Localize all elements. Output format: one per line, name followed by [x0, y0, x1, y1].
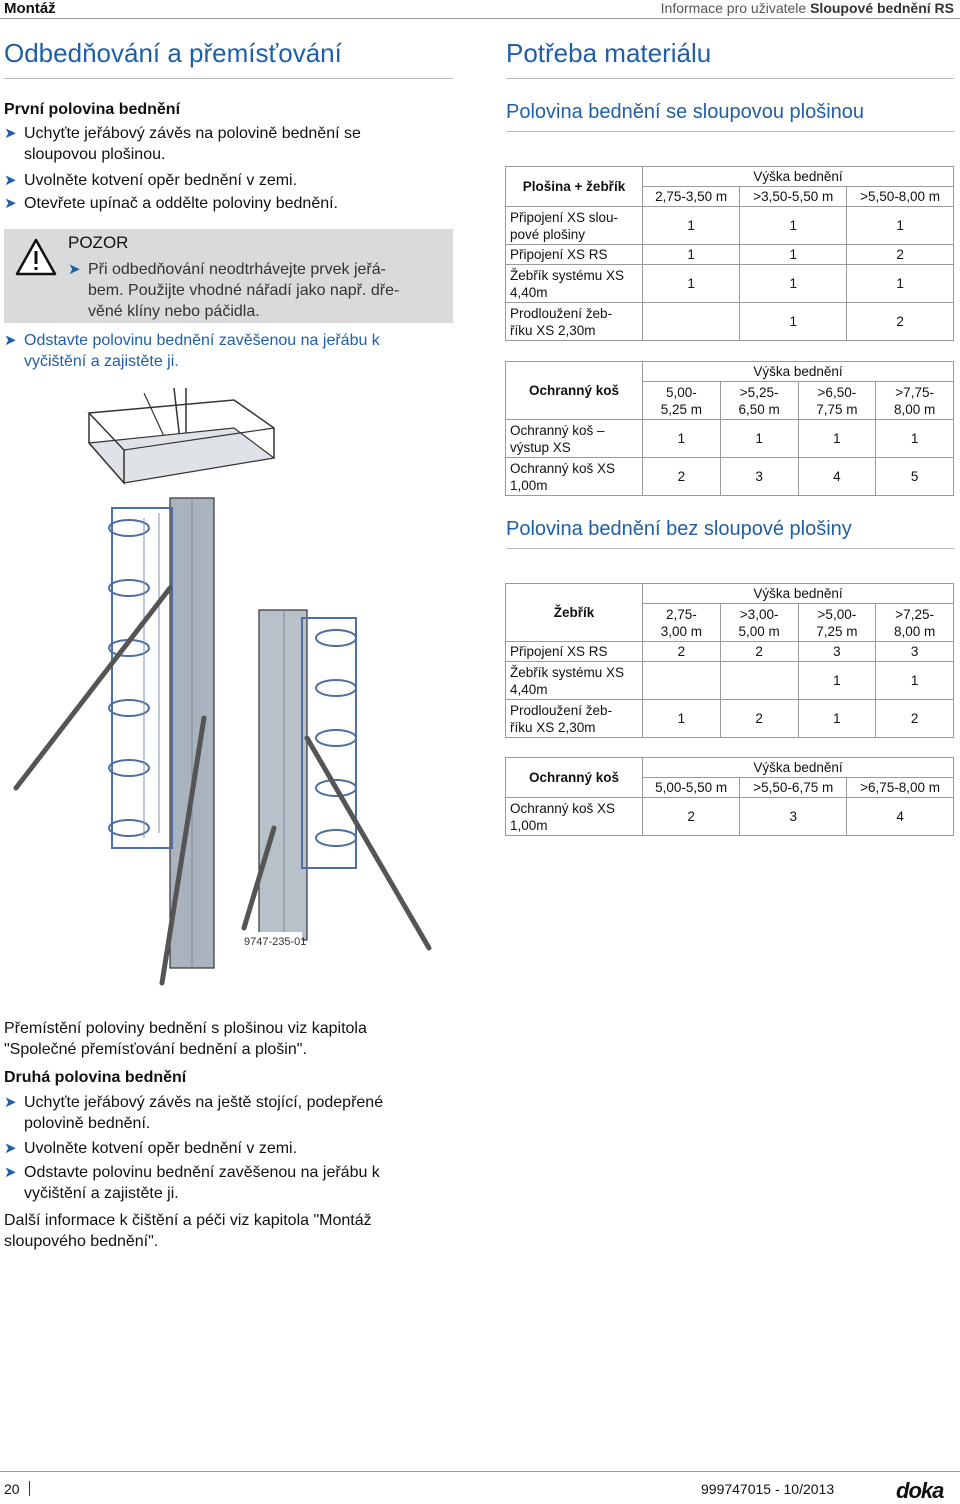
arrow-icon: ➤: [68, 261, 81, 278]
row-label: Připojení XS RS: [506, 642, 643, 662]
first-half-step-4: ➤ Odstavte polovinu bednění zavěšenou na jeřábu k vyčištění a zajistěte ji.: [4, 332, 380, 370]
arrow-icon: ➤: [4, 125, 17, 142]
arrow-icon: ➤: [4, 1140, 17, 1157]
subheading-rule-1: [506, 131, 954, 132]
closing-note: Další informace k čištění a péči viz kapitola "Montáž sloupového bednění".: [4, 1212, 372, 1250]
table-row: [506, 458, 954, 496]
arrow-icon: ➤: [4, 332, 17, 349]
warning-text: ➤ Při odbedňování neodtrhávejte prvek jeřá- bem. Použijte vhodné nářadí jako např. dře- věné klíny nebo páčidla.: [68, 261, 400, 320]
second-half-heading: Druhá polovina bednění: [4, 1069, 187, 1086]
header-divider: [0, 18, 960, 19]
arrow-icon: ➤: [4, 1094, 17, 1111]
column-header: >6,75-8,00 m: [847, 778, 954, 798]
table-corner: Ochranný koš: [506, 758, 643, 798]
first-half-heading: První polovina bednění: [4, 101, 181, 118]
column-header: >3,50-5,50 m: [740, 187, 847, 207]
table-cell: 4: [847, 798, 954, 836]
second-half-step-2: ➤ Uvolněte kotvení opěr bednění v zemi.: [4, 1140, 298, 1157]
table-ladder-no-platform: [505, 583, 954, 738]
column-header: 5,00-5,50 m: [643, 778, 740, 798]
column-header: >5,50-6,75 m: [740, 778, 847, 798]
table-cell: 2: [643, 642, 721, 662]
first-half-step-1: ➤ Uchyťte jeřábový závěs na polovině bednění se sloupovou plošinou.: [4, 125, 361, 163]
second-half-step-3: ➤ Odstavte polovinu bednění zavěšenou na jeřábu k vyčištění a zajistěte ji.: [4, 1164, 380, 1202]
row-label: Připojení XS slou- pové plošiny: [506, 207, 643, 245]
row-label: Prodloužení žeb- říku XS 2,30m: [506, 700, 643, 738]
table-row: [506, 245, 954, 265]
table-cell: [720, 662, 798, 700]
column-header: >5,25- 6,50 m: [720, 382, 798, 420]
first-half-step-2: ➤ Uvolněte kotvení opěr bednění v zemi.: [4, 172, 298, 189]
table-cell: 1: [798, 420, 876, 458]
table-row: [506, 642, 954, 662]
table-row: [506, 420, 954, 458]
column-header: 2,75-3,50 m: [643, 187, 740, 207]
warning-box: [4, 229, 453, 323]
table-cell: 1: [798, 662, 876, 700]
table-cell: [643, 303, 740, 341]
document-number: 999747015 - 10/2013: [701, 1481, 835, 1497]
title-rule-right: [506, 78, 954, 79]
table-group-header: Výška bednění: [643, 758, 954, 778]
row-label: Žebřík systému XS 4,40m: [506, 662, 643, 700]
arrow-icon: ➤: [4, 195, 17, 212]
table-row: [506, 265, 954, 303]
table-cell: 5: [876, 458, 954, 496]
table-row: [506, 662, 954, 700]
arrow-icon: ➤: [4, 1164, 17, 1181]
note-platform-moving: Přemístění poloviny bednění s plošinou viz kapitola "Společné přemísťování bednění a plošin".: [4, 1020, 367, 1058]
table-cell: 2: [720, 642, 798, 662]
row-label: Ochranný koš XS 1,00m: [506, 458, 643, 496]
warning-title: POZOR: [68, 233, 129, 252]
table-corner: Žebřík: [506, 584, 643, 642]
row-label: Připojení XS RS: [506, 245, 643, 265]
doka-logo: doka: [896, 1478, 944, 1503]
table-cell: 1: [876, 420, 954, 458]
table-row: [506, 700, 954, 738]
table-cage-no-platform: [505, 757, 954, 836]
table-cell: 1: [643, 700, 721, 738]
row-label: Prodloužení žeb- říku XS 2,30m: [506, 303, 643, 341]
table-cell: 1: [740, 265, 847, 303]
header-document-title: Informace pro uživatele Sloupové bednění RS: [660, 0, 954, 16]
header-section: Montáž: [4, 0, 56, 17]
table-cell: 3: [876, 642, 954, 662]
column-header: >6,50- 7,75 m: [798, 382, 876, 420]
row-label: Ochranný koš XS 1,00m: [506, 798, 643, 836]
table-cell: 2: [643, 798, 740, 836]
formwork-illustration: [4, 388, 453, 988]
table-group-header: Výška bednění: [643, 584, 954, 604]
table-cell: 1: [643, 265, 740, 303]
table-group-header: Výška bednění: [643, 167, 954, 187]
table-row: [506, 207, 954, 245]
column-header: >5,00- 7,25 m: [798, 604, 876, 642]
table-corner: Plošina + žebřík: [506, 167, 643, 207]
column-header: >7,25- 8,00 m: [876, 604, 954, 642]
table-cell: 1: [740, 207, 847, 245]
table-row: [506, 303, 954, 341]
row-label: Žebřík systému XS 4,40m: [506, 265, 643, 303]
footer-divider: [0, 1471, 960, 1472]
table-cell: 1: [798, 700, 876, 738]
warning-triangle-icon: [14, 237, 58, 277]
table-cell: 2: [876, 700, 954, 738]
table-cell: 1: [643, 420, 721, 458]
table-cell: 2: [643, 458, 721, 496]
table-cell: 2: [847, 245, 954, 265]
column-header: >3,00- 5,00 m: [720, 604, 798, 642]
row-label: Ochranný koš – výstup XS: [506, 420, 643, 458]
column-header: 5,00- 5,25 m: [643, 382, 721, 420]
table-cell: 1: [876, 662, 954, 700]
table-group-header: Výška bednění: [643, 362, 954, 382]
table-cell: 2: [847, 303, 954, 341]
table-corner: Ochranný koš: [506, 362, 643, 420]
table-cell: 1: [740, 303, 847, 341]
column-header: >7,75- 8,00 m: [876, 382, 954, 420]
table-cell: [643, 662, 721, 700]
arrow-icon: ➤: [4, 172, 17, 189]
table-cell: 3: [740, 798, 847, 836]
table-cell: 1: [847, 207, 954, 245]
subheading-without-platform: Polovina bednění bez sloupové plošiny: [506, 518, 852, 540]
table-cell: 3: [798, 642, 876, 662]
title-rule-left: [4, 78, 453, 79]
column-header: 2,75- 3,00 m: [643, 604, 721, 642]
table-cell: 1: [643, 207, 740, 245]
page-title-right: Potřeba materiálu: [506, 38, 712, 68]
table-row: [506, 798, 954, 836]
table-cell: 3: [720, 458, 798, 496]
page-title-left: Odbedňování a přemísťování: [4, 38, 342, 68]
table-cell: 1: [740, 245, 847, 265]
table-cell: 2: [720, 700, 798, 738]
first-half-step-3: ➤ Otevřete upínač a oddělte poloviny bednění.: [4, 195, 338, 212]
subheading-rule-2: [506, 548, 954, 549]
column-header: >5,50-8,00 m: [847, 187, 954, 207]
table-platform-ladder: [505, 166, 954, 341]
page-number: 20: [4, 1481, 30, 1497]
table-cell: 1: [720, 420, 798, 458]
table-cell: 1: [643, 245, 740, 265]
table-cell: 4: [798, 458, 876, 496]
table-cell: 1: [847, 265, 954, 303]
table-cage-with-platform: [505, 361, 954, 496]
second-half-step-1: ➤ Uchyťte jeřábový závěs na ještě stojící, podepřené polovině bednění.: [4, 1094, 384, 1132]
subheading-with-platform: Polovina bednění se sloupovou plošinou: [506, 101, 865, 123]
figure-id: 9747-235-01: [244, 936, 307, 948]
